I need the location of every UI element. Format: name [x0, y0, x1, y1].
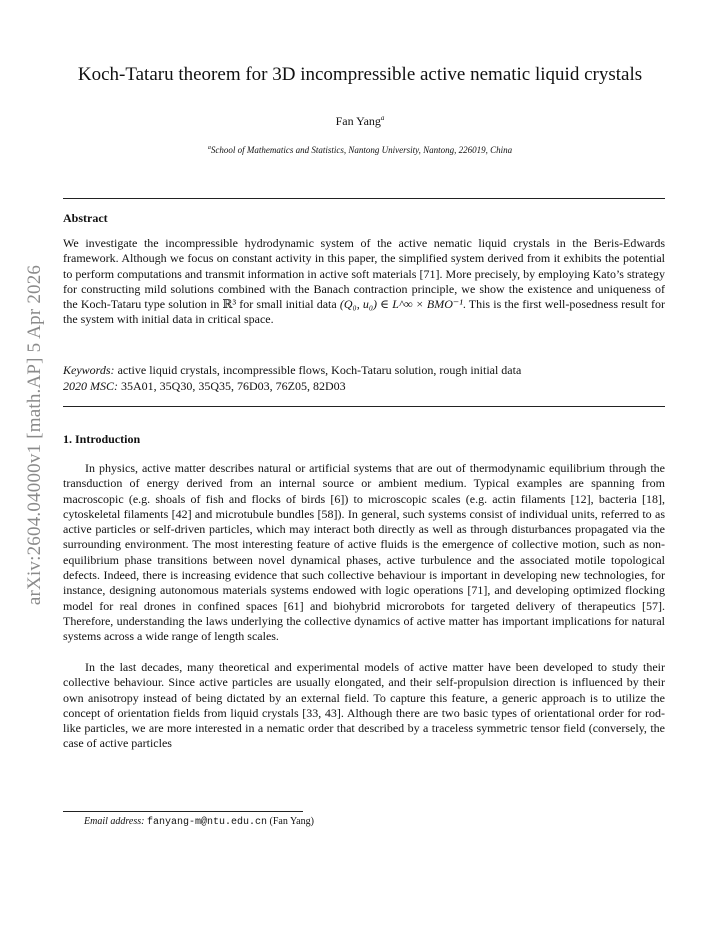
- paper-title: Koch-Tataru theorem for 3D incompressible active nematic liquid crystals: [77, 64, 643, 85]
- abstract-text-part-2: . This is the first well-posedness result for the system with initial data in critical space.: [63, 297, 665, 327]
- msc-value: 35A01, 35Q30, 35Q35, 76D03, 76Z05, 82D03: [121, 379, 346, 393]
- keywords-value: active liquid crystals, incompressible flows, Koch-Tataru solution, rough initial data: [117, 363, 522, 377]
- intro-paragraph-2: In the last decades, many theoretical and experimental models of active matter have been developed to study their collective behaviour. Since active particles are usually elongated, and their self-propulsion direction is influenced by their own anisotropy instead of being dictated by an external field. To capture this feature, a generic approach is to utilize the concept of orientation fields from liquid crystals [33, 43]. Although there are two basic types of orientational order for rod-like particles, we are more interested in a nematic order that described by a traceless symmetric tensor field (conversely, the case of active particles: [63, 660, 665, 751]
- author-name: Fan Yang: [335, 114, 381, 128]
- author-line: [0, 114, 720, 129]
- footnote-rule: [63, 811, 303, 812]
- keywords-label: Keywords:: [63, 363, 115, 377]
- keywords-line: [63, 363, 665, 378]
- intro-paragraph-1: In physics, active matter describes natural or artificial systems that are out of thermodynamic equilibrium through the transduction of energy derived from an internal source or ambient medium. Typical examples are spanning from macroscopic (e.g. shoals of fish and flocks of birds [6]) to microscopic scales (e.g. actin filaments [12], bacteria [18], cytoskeletal filaments [42] and microtubule bundles [58]). In general, such systems consist of individual units, referred to as active particles or self-driven particles, which may interact both directly as well as through disturbances propagated via the surrounding environment. The most interesting feature of active fluids is the emergence of collective motion, such as non-equilibrium phase transitions between novel dynamical phases, active turbulence and the associated motile topological defects. Indeed, there is increasing evidence that such collective behaviour is important in developing new technologies, for instance, designing autonomous materials systems endowed with logic operations [71], and developing optimized flocking model for real drones in confined spaces [61] and biohybrid microrobots for targeted delivery of therapeutics [57]. Therefore, understanding the laws underlying the collective dynamics of active matter has important implications for natural systems across a wide range of length scales.: [63, 461, 665, 644]
- section-heading-introduction: 1. Introduction: [63, 432, 141, 446]
- footnote-email-address: fanyang-m@ntu.edu.cn: [146, 817, 267, 828]
- msc-line: [63, 379, 665, 394]
- author-affiliation-mark: a: [380, 114, 385, 122]
- arxiv-sidebar-stamp: [20, 245, 50, 625]
- affiliation-line: [0, 145, 720, 155]
- abstract-bottom-rule: [63, 406, 665, 407]
- footnote-email: [84, 816, 314, 828]
- abstract-text: [63, 236, 665, 328]
- abstract-heading: Abstract: [63, 211, 108, 225]
- arxiv-identifier: arXiv:2604.04000v1 [math.AP] 5 Apr 2026: [24, 264, 45, 606]
- abstract-top-rule: [63, 198, 665, 199]
- msc-label: 2020 MSC:: [63, 379, 118, 393]
- footnote-email-label: Email address:: [84, 816, 145, 827]
- affiliation-text: School of Mathematics and Statistics, Nantong University, Nantong, 226019, China: [210, 145, 513, 155]
- footnote-author-name: (Fan Yang): [269, 816, 314, 827]
- abstract-text-part-1: We investigate the incompressible hydrodynamic system of the active nematic liquid crystals in the Beris-Edwards framework. Although we focus on constant activity in this paper, the simplified system derived from it exhibits the potential to perform computations and transmit information in active soft materials [71]. More precisely, by employing Kato’s strategy for constructing mild solutions combined with the Banach contraction principle, we show the existence and uniqueness of the Koch-Tataru type solution in ℝ³ for small initial data: [63, 236, 665, 312]
- abstract-math-inline: (Q₀, u₀) ∈ L^∞ × BMO⁻¹: [339, 297, 463, 312]
- affiliation-mark: a: [207, 145, 211, 151]
